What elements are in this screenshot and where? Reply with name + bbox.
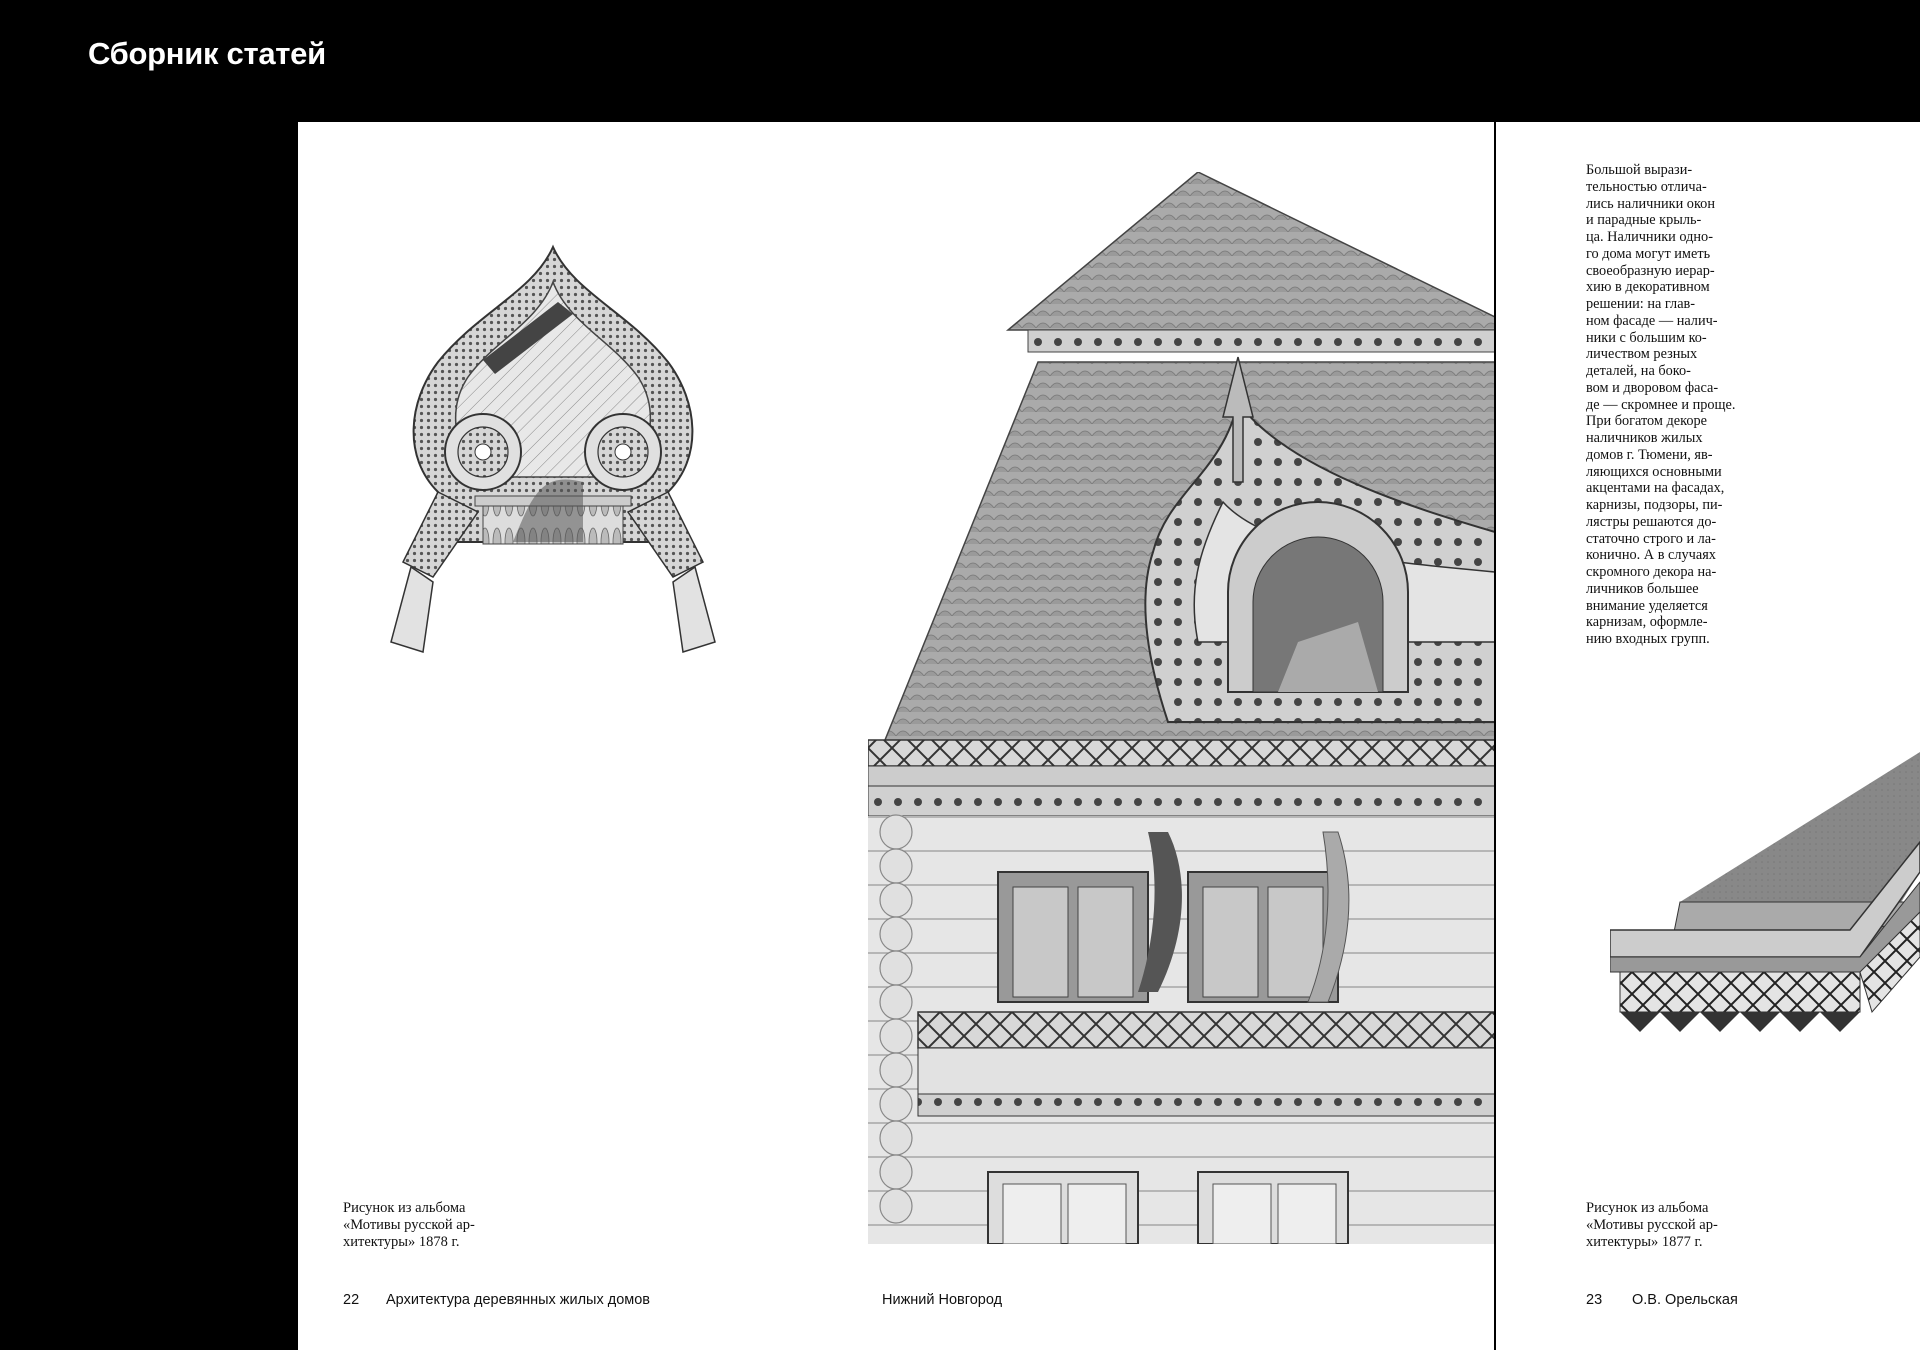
body-line: нию входных групп. <box>1586 631 1710 647</box>
article-body <box>1586 162 1776 648</box>
facade-drawing <box>868 172 1495 1244</box>
body-line: Большой вырази- <box>1586 162 1693 178</box>
right-page <box>1496 122 1920 1350</box>
left-running-title: Архитектура деревянных жилых домов <box>386 1292 651 1308</box>
body-line: акцентами на фасадах, <box>1586 480 1725 497</box>
body-line: личеством резных <box>1586 346 1698 363</box>
body-line: карнизы, подзоры, пи- <box>1586 497 1723 513</box>
body-line: скромного декора на- <box>1586 564 1717 580</box>
caption-line: хитектуры» 1877 г. <box>1586 1234 1703 1250</box>
caption-line: «Мотивы русской ар- <box>343 1217 475 1233</box>
left-page <box>298 122 1495 1350</box>
caption-line: Рисунок из альбома <box>343 1200 466 1216</box>
body-line: карнизам, оформле- <box>1586 614 1708 631</box>
left-figure-caption <box>343 1200 543 1251</box>
body-line: и парадные крыль- <box>1586 212 1702 229</box>
author-name: О.В. Орельская <box>1632 1292 1738 1308</box>
pediment-drawing <box>383 242 723 662</box>
right-figure-caption <box>1586 1200 1786 1251</box>
body-line: ники с большим ко- <box>1586 329 1707 346</box>
caption-line: «Мотивы русской ар- <box>1586 1217 1718 1233</box>
eave-drawing <box>1610 752 1920 1052</box>
body-line: вом и дворовом фаса- <box>1586 379 1719 396</box>
body-line: конично. А в случаях <box>1586 547 1716 564</box>
body-line: лись наличники окон <box>1586 195 1715 212</box>
section-title: Нижний Новгород <box>882 1292 1003 1308</box>
body-line: своеобразную иерар- <box>1586 262 1715 279</box>
body-line: При богатом декоре <box>1586 413 1707 430</box>
body-line: деталей, на боко- <box>1586 363 1691 379</box>
body-line: ца. Наличники одно- <box>1586 229 1713 245</box>
right-page-number: 23 <box>1586 1292 1603 1308</box>
body-line: де — скромнее и проще. <box>1586 396 1736 413</box>
left-page-number: 22 <box>343 1292 360 1308</box>
body-line: лястры решаются до- <box>1586 513 1717 530</box>
page-title: Сборник статей <box>88 36 326 71</box>
body-line: наличников жилых <box>1586 430 1703 446</box>
caption-line: хитектуры» 1878 г. <box>343 1234 460 1250</box>
body-line: ляющихся основными <box>1586 463 1722 480</box>
body-line: личников большее <box>1586 580 1699 597</box>
body-line: статочно строго и ла- <box>1586 530 1716 547</box>
body-line: домов г. Тюмени, яв- <box>1586 446 1713 463</box>
caption-line: Рисунок из альбома <box>1586 1200 1709 1216</box>
body-line: го дома могут иметь <box>1586 245 1711 262</box>
body-line: тельностью отлича- <box>1586 178 1707 195</box>
body-line: решении: на глав- <box>1586 296 1696 312</box>
body-line: внимание уделяется <box>1586 597 1708 614</box>
body-line: ном фасаде — налич- <box>1586 312 1718 329</box>
body-line: хию в декоративном <box>1586 279 1710 296</box>
